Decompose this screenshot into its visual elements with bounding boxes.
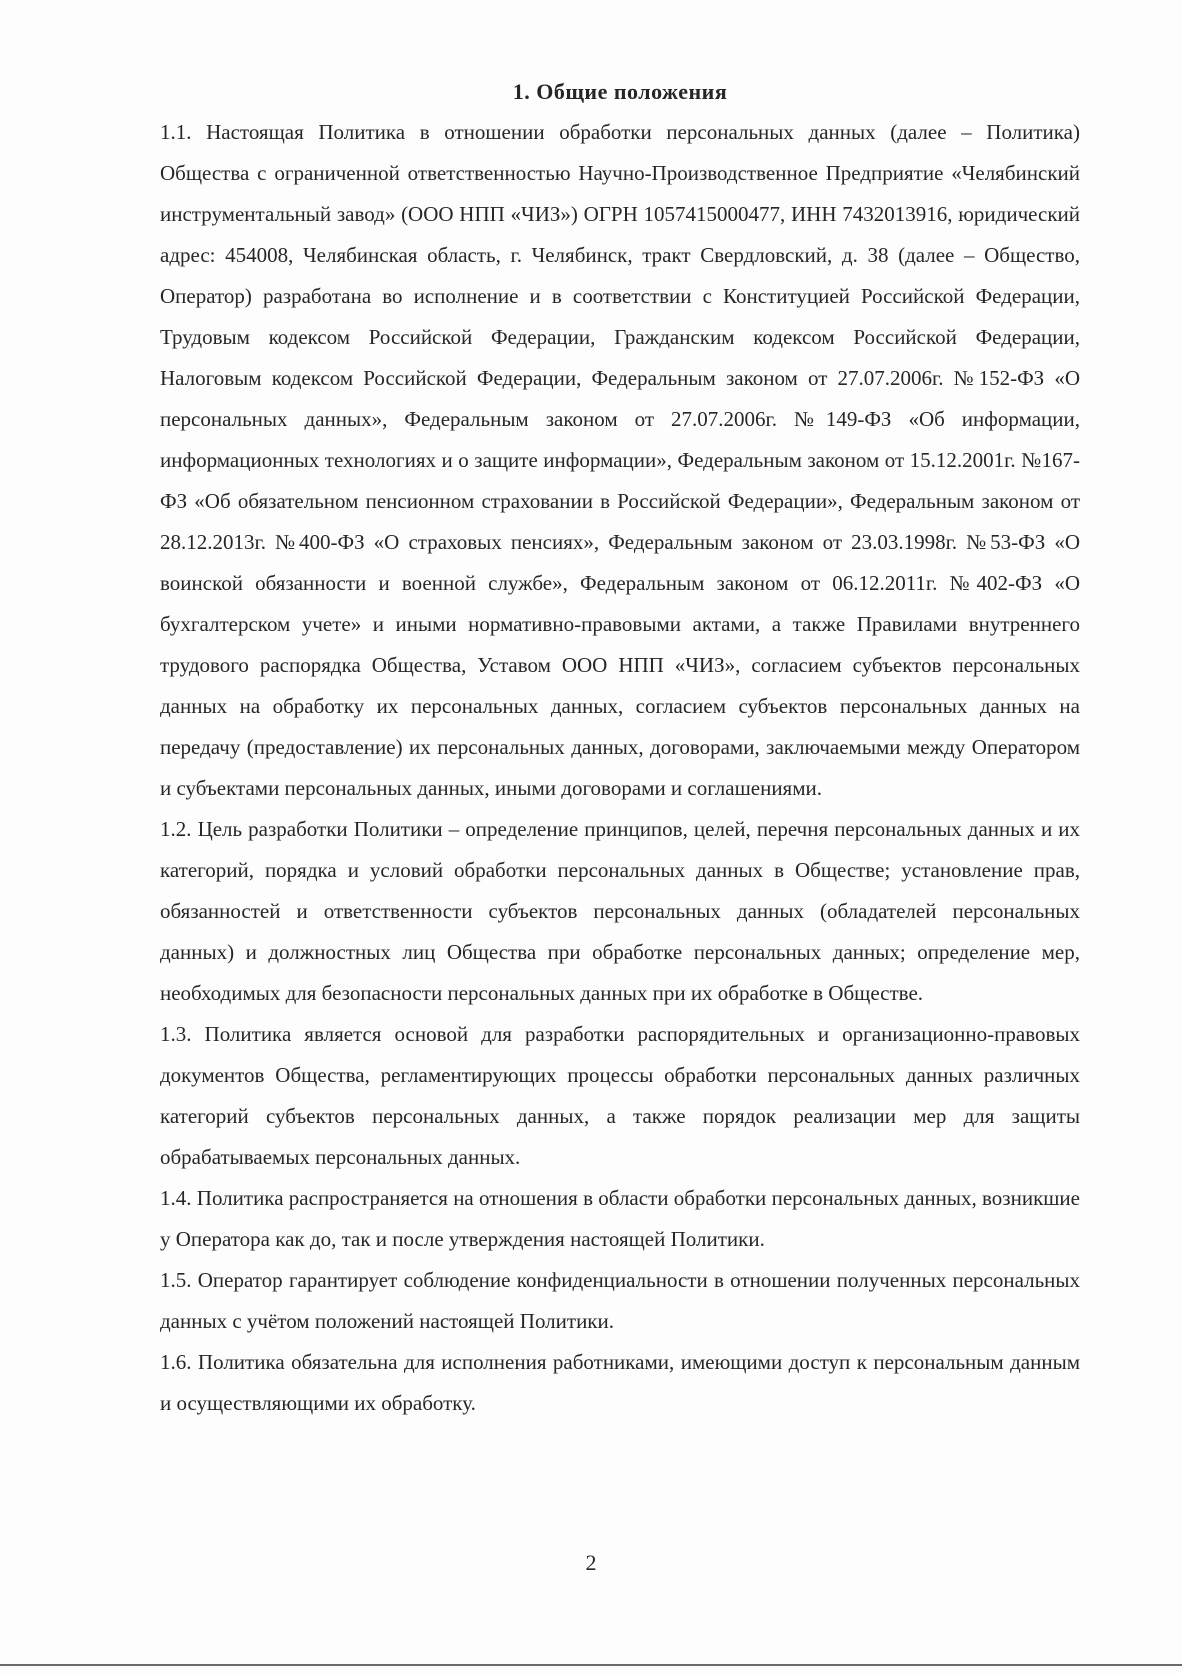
- document-body: [160, 78, 1080, 1424]
- paragraph-1-2: 1.2. Цель разработки Политики – определение принципов, целей, перечня персональных данных и их категорий, порядка и условий обработки персональных данных в Обществе; установление прав, обязанностей и ответственности субъектов персональных данных (обладателей персональных данных) и должностных лиц Общества при обработке персональных данных; определение мер, необходимых для безопасности персональных данных при их обработке в Обществе.: [160, 817, 1080, 1005]
- paragraph-1-4: 1.4. Политика распространяется на отношения в области обработки персональных данных, возникшие у Оператора как до, так и после утверждения настоящей Политики.: [160, 1186, 1080, 1251]
- paragraph-1-5: 1.5. Оператор гарантирует соблюдение конфиденциальности в отношении полученных персональных данных с учётом положений настоящей Политики.: [160, 1268, 1080, 1333]
- paragraph-1-3: 1.3. Политика является основой для разработки распорядительных и организационно-правовых документов Общества, регламентирующих процессы обработки персональных данных различных категорий субъектов персональных данных, а также порядок реализации мер для защиты обрабатываемых персональных данных.: [160, 1022, 1080, 1169]
- section-heading: 1. Общие положения: [512, 79, 728, 104]
- scan-edge-line: [0, 1664, 1182, 1666]
- paragraph-1-1: 1.1. Настоящая Политика в отношении обработки персональных данных (далее – Политика) Общества с ограниченной ответственностью Научно-Производственное Предприятие «Челябинский инструментальный завод» (ООО НПП «ЧИЗ») ОГРН 1057415000477, ИНН 7432013916, юридический адрес: 454008, Челябинская область, г. Челябинск, тракт Свердловский, д. 38 (далее – Общество, Оператор) разработана во исполнение и в соответствии с Конституцией Российской Федерации, Трудовым кодексом Российской Федерации, Гражданским кодексом Российской Федерации, Налоговым кодексом Российской Федерации, Федеральным законом от 27.07.2006г. №152-ФЗ «О персональных данных», Федеральным законом от 27.07.2006г. №149-ФЗ «Об информации, информационных технологиях и о защите информации», Федеральным законом от 15.12.2001г. №167-ФЗ «Об обязательном пенсионном страховании в Российской Федерации», Федеральным законом от 28.12.2013г. №400-ФЗ «О страховых пенсиях», Федеральным законом от 23.03.1998г. №53-ФЗ «О воинской обязанности и военной службе», Федеральным законом от 06.12.2011г. №402-ФЗ «О бухгалтерском учете» и иными нормативно-правовыми актами, а также Правилами внутреннего трудового распорядка Общества, Уставом ООО НПП «ЧИЗ», согласием субъектов персональных данных на обработку их персональных данных, согласием субъектов персональных данных на передачу (предоставление) их персональных данных, договорами, заключаемыми между Оператором и субъектами персональных данных, иными договорами и соглашениями.: [160, 120, 1080, 800]
- page-number: 2: [585, 1550, 597, 1575]
- paragraph-1-6: 1.6. Политика обязательна для исполнения работниками, имеющими доступ к персональным данным и осуществляющими их обработку.: [160, 1350, 1080, 1415]
